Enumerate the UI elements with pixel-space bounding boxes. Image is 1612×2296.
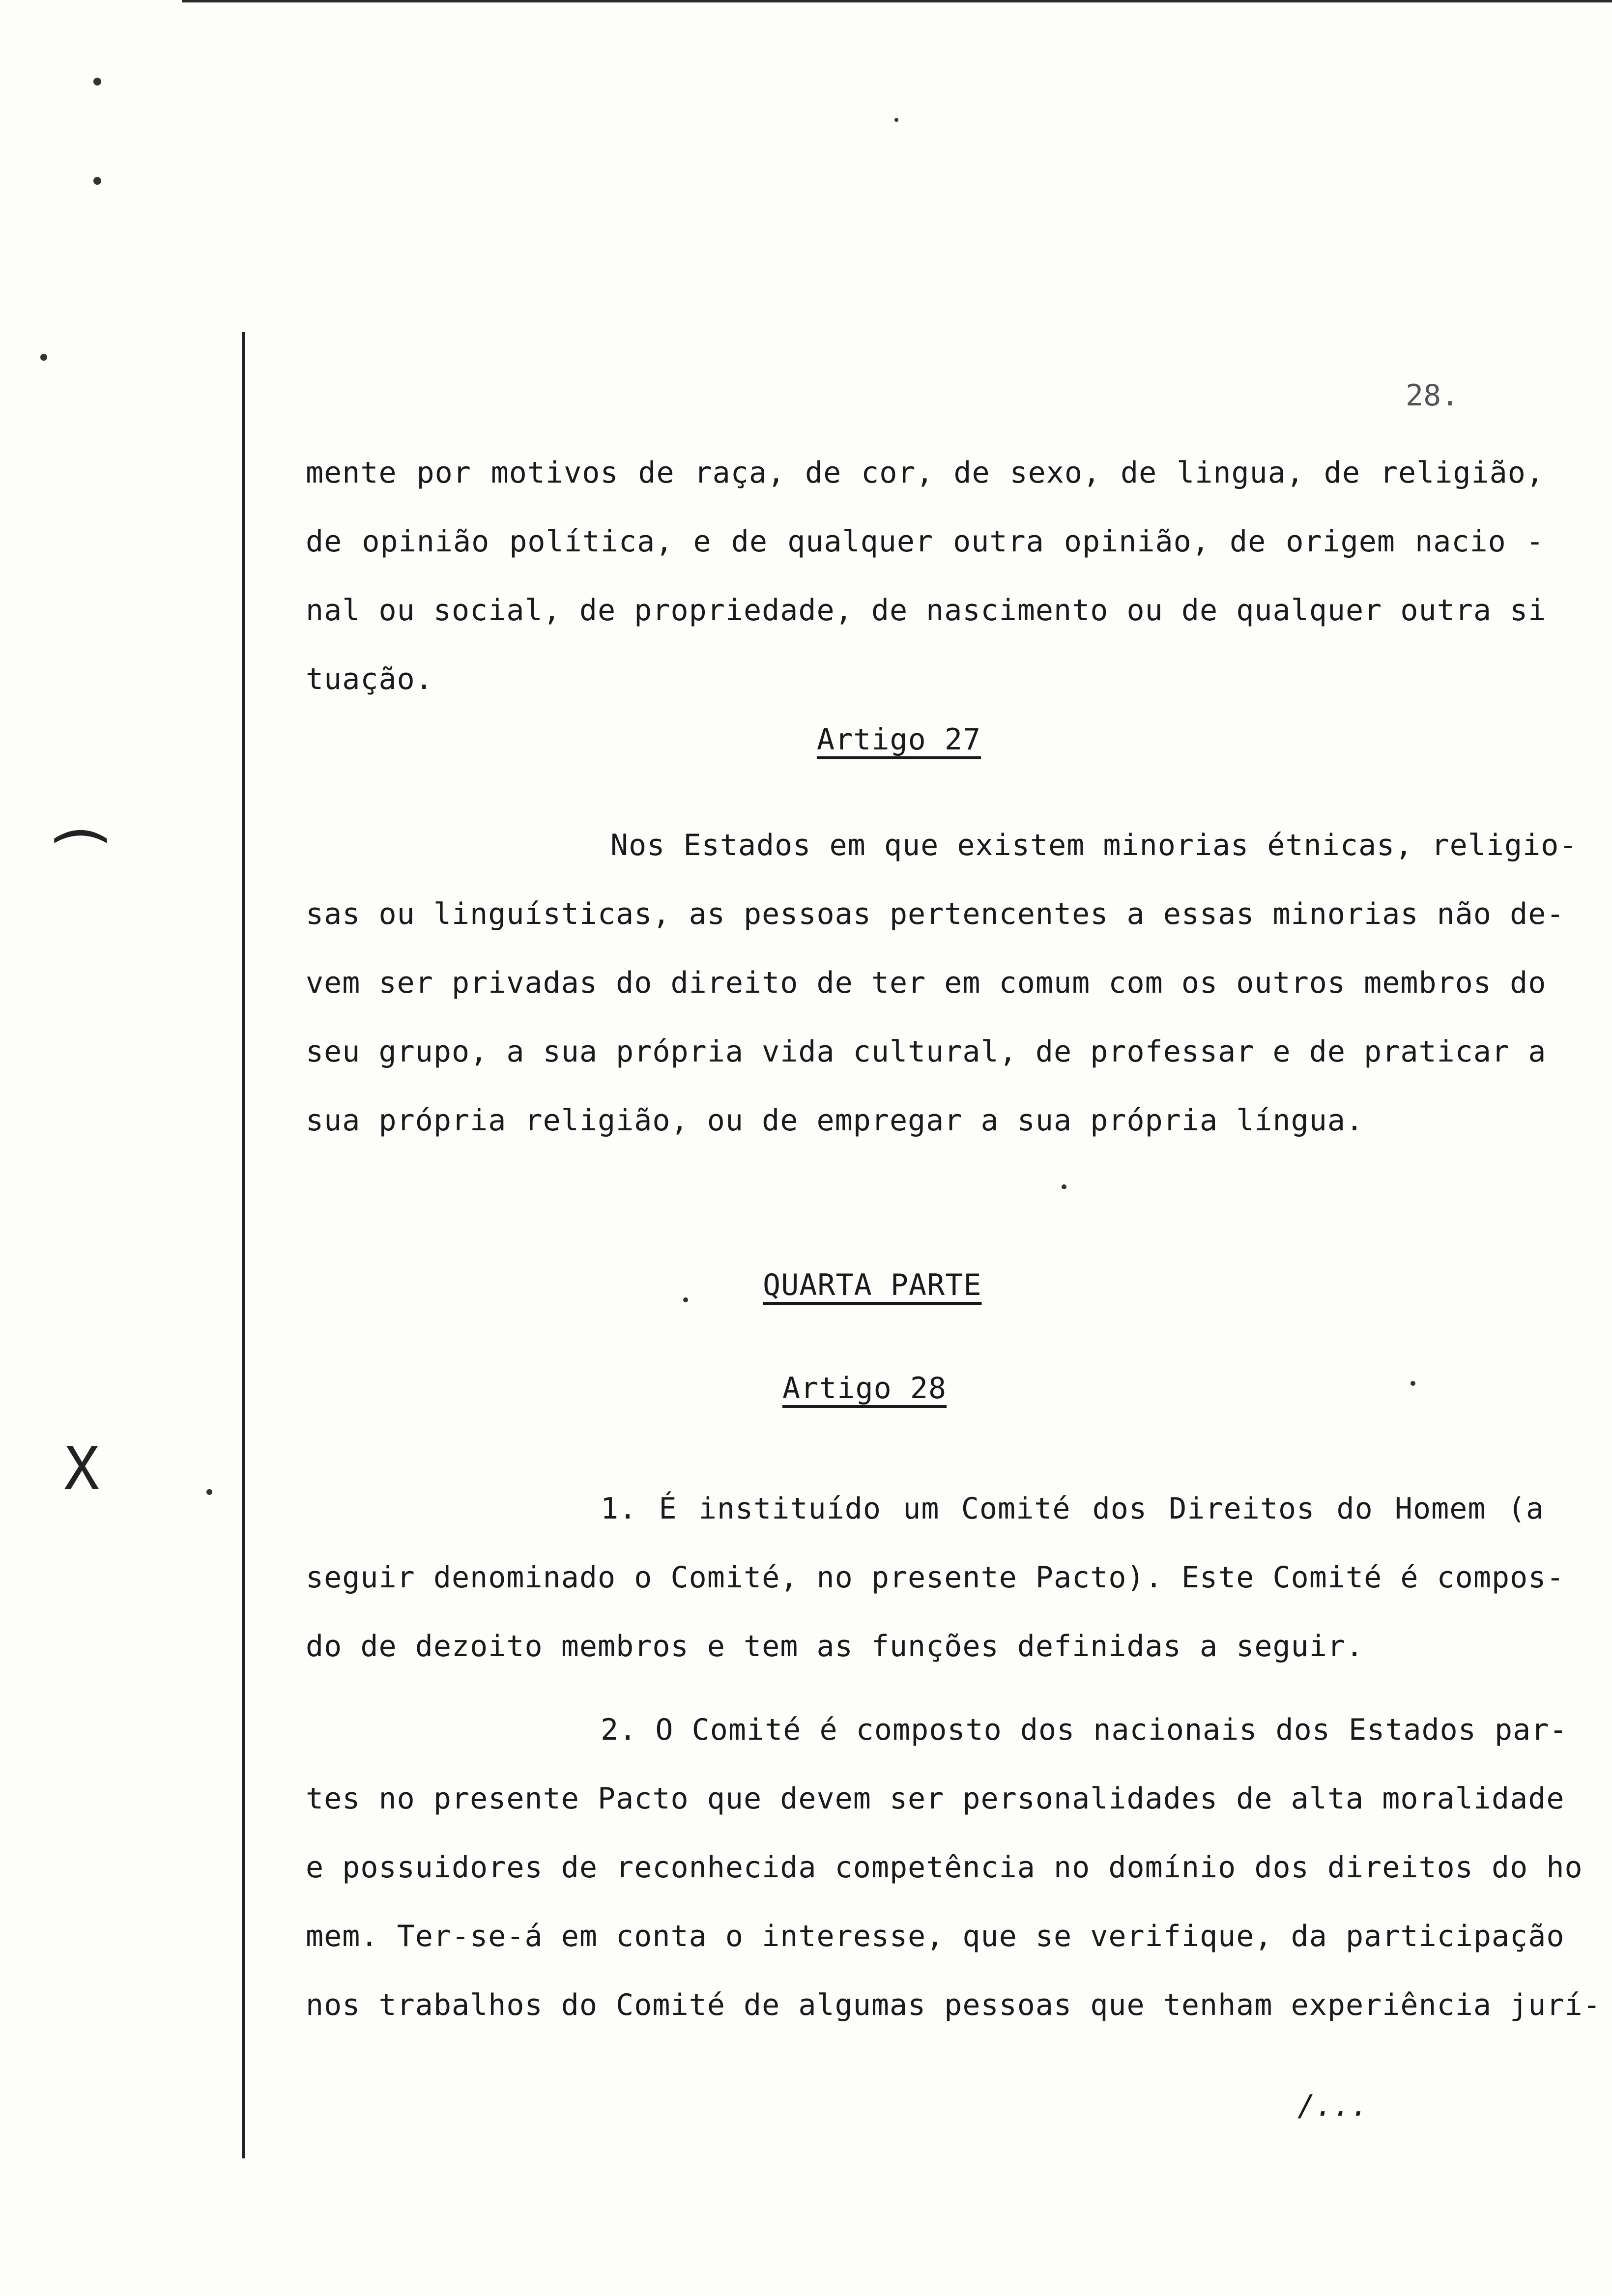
continuation-mark: /... xyxy=(1297,2089,1369,2123)
scan-bracket-mark: ( xyxy=(48,817,116,854)
text-line: sas ou linguísticas, as pessoas pertencentes a essas minorias não de- xyxy=(306,897,1565,931)
article-27-heading: Artigo 27 xyxy=(817,722,981,757)
text-line: 2. O Comité é composto dos nacionais dos Estados par- xyxy=(601,1713,1568,1747)
text-line: mente por motivos de raça, de cor, de sexo, de lingua, de religião, xyxy=(306,456,1544,490)
scan-speck xyxy=(93,78,101,86)
article-28-item-2 xyxy=(306,1695,1601,2039)
article-27-body xyxy=(306,811,1578,1155)
text-line: 1. É instituído um Comité dos Direitos do Homem (a xyxy=(601,1492,1544,1526)
text-line: de opinião política, e de qualquer outra opinião, de origem nacio - xyxy=(306,524,1544,559)
top-border-line xyxy=(182,0,1612,2)
scan-bracket-mark: X xyxy=(64,1435,100,1503)
scan-speck xyxy=(206,1489,212,1495)
scan-speck xyxy=(93,177,101,185)
page-number: 28. xyxy=(1406,378,1459,413)
scan-speck xyxy=(1062,1184,1066,1189)
text-line: seu grupo, a sua própria vida cultural, de professar e de praticar a xyxy=(306,1034,1547,1069)
paragraph-continuation xyxy=(306,438,1547,714)
text-line: seguir denominado o Comité, no presente Pacto). Este Comité é compos- xyxy=(306,1560,1565,1595)
scan-speck xyxy=(1410,1381,1415,1386)
text-line: do de dezoito membros e tem as funções definidas a seguir. xyxy=(306,1629,1364,1664)
text-line: e possuidores de reconhecida competência no domínio dos direitos do ho xyxy=(306,1850,1583,1885)
left-margin-line xyxy=(242,332,245,2158)
text-line: tes no presente Pacto que devem ser personalidades de alta moralidade xyxy=(306,1781,1565,1816)
text-line: vem ser privadas do direito de ter em comum com os outros membros do xyxy=(306,966,1547,1000)
scan-speck xyxy=(683,1297,688,1302)
text-line: tuação. xyxy=(306,662,433,696)
text-line: nos trabalhos do Comité de algumas pessoas que tenham experiência jurí- xyxy=(306,1988,1601,2022)
text-line: sua própria religião, ou de empregar a sua própria língua. xyxy=(306,1103,1364,1138)
text-line: nal ou social, de propriedade, de nascimento ou de qualquer outra si xyxy=(306,593,1547,628)
article-28-heading: Artigo 28 xyxy=(782,1371,947,1406)
text-line: mem. Ter-se-á em conta o interesse, que se verifique, da participação xyxy=(306,1919,1565,1953)
article-28-item-1 xyxy=(306,1474,1565,1681)
scan-speck xyxy=(894,118,898,122)
part-four-heading: QUARTA PARTE xyxy=(763,1268,982,1302)
text-line: Nos Estados em que existem minorias étnicas, religio- xyxy=(610,828,1578,862)
scan-speck xyxy=(40,354,47,361)
